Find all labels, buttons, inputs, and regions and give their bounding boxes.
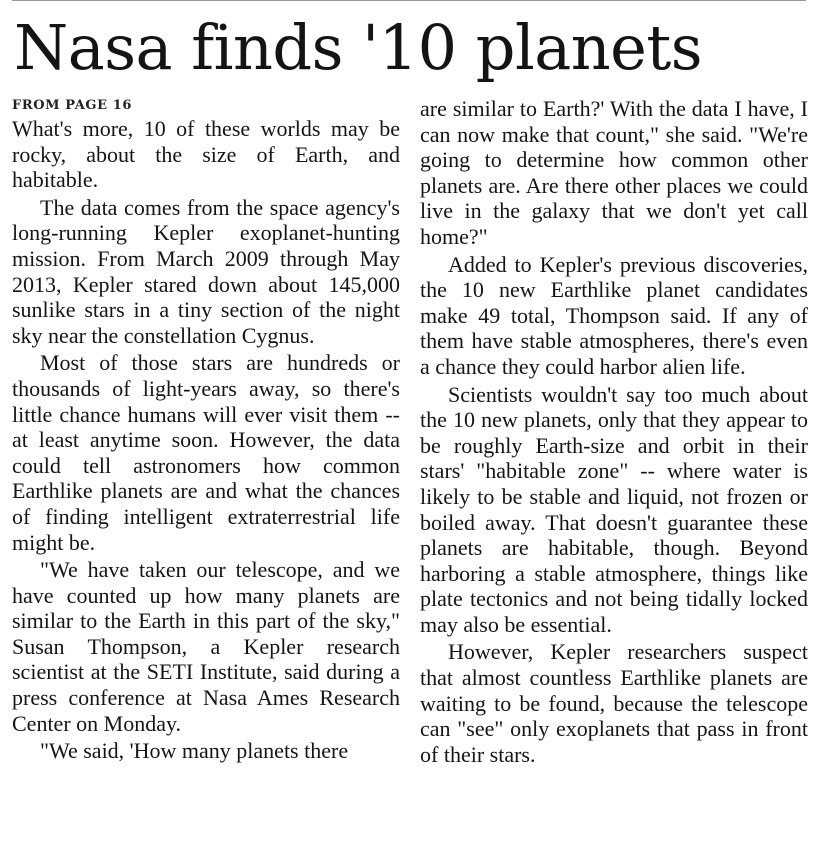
article-column-right — [420, 96, 808, 769]
paragraph: Added to Kepler's previous discoveries, the 10 new Earthlike planet candidates make 49 total, Thompson said. If any of them have stable atmospheres, there's even a chance they could harbor alien life. — [420, 251, 808, 379]
paragraph: Scientists wouldn't say too much about the 10 new planets, only that they appear to be roughly Earth-size and orbit in their stars' "habitable zone" -- where water is likely to be stable and liquid, not frozen or boiled away. That doesn't guarantee these planets are habitable, though. Beyond harboring a stable atmosphere, things like plate tectonics and not being tidally locked may also be essential. — [420, 381, 808, 637]
paragraph: The data comes from the space agency's long-running Kepler exoplanet-hunting mission. From March 2009 through May 2013, Kepler stared down about 145,000 sunlike stars in a tiny section of the night sky near the constellation Cygnus. — [12, 194, 400, 348]
headline: Nasa finds '10 planets — [14, 11, 703, 84]
paragraph: Most of those stars are hundreds or thousands of light-years away, so there's little chance humans will ever visit them -- at least anytime soon. However, the data could tell astronomers how common Earthlike planets are and what the chances of finding intelligent extraterrestrial life might be. — [12, 350, 400, 555]
paragraph: However, Kepler researchers suspect that almost countless Earthlike planets are waiting to be found, because the telescope can "see" only exoplanets that pass in front of their stars. — [420, 639, 808, 767]
kicker: FROM PAGE 16 — [12, 98, 133, 113]
top-rule — [12, 0, 806, 1]
paragraph: What's more, 10 of these worlds may be rocky, about the size of Earth, and habitable. — [12, 116, 400, 193]
paragraph: "We said, 'How many planets there — [40, 738, 349, 764]
paragraph: are similar to Earth?' With the data I have, I can now make that count," she said. "We're going to determine how common other planets are. Are there other places we could live in the galaxy that we don't yet call home?" — [420, 96, 808, 249]
article-column-left — [12, 96, 400, 766]
paragraph: "We have taken our telescope, and we have counted up how many planets are similar to the Earth in this part of the sky," Susan Thompson, a Kepler research scientist at the SETI Institute, said during a press conference at Nasa Ames Research Center on Monday. — [12, 557, 400, 736]
